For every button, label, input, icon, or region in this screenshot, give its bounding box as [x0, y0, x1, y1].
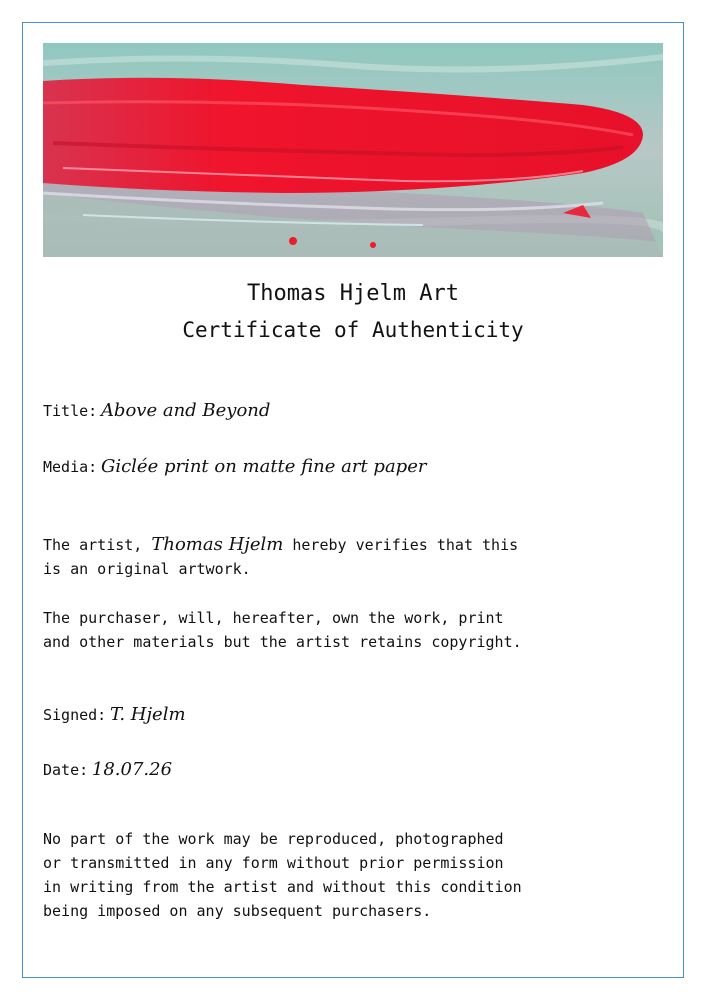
verification-paragraph: [43, 533, 518, 581]
verification-prefix: The artist,: [43, 536, 152, 554]
signed-field: [43, 704, 186, 725]
ownership-paragraph: The purchaser, will, hereafter, own the work, print and other materials but the artist retains copyright.: [43, 609, 522, 651]
media-field: [43, 456, 426, 477]
date-value: 18.07.26: [91, 759, 173, 780]
date-field: [43, 759, 172, 780]
artist-name: Thomas Hjelm: [151, 534, 284, 555]
signature: T. Hjelm: [109, 704, 186, 725]
media-value: Giclée print on matte fine art paper: [100, 456, 427, 477]
title-label: Title:: [43, 402, 98, 420]
artwork-image: [43, 43, 663, 257]
page-title: Thomas Hjelm Art: [247, 281, 459, 306]
copyright-notice: No part of the work may be reproduced, photographed or transmitted in any form without prior permission in writing from the artist and without this condition being imposed on any subsequent purchasers.: [43, 830, 522, 920]
verification-line2: is an original artwork.: [43, 560, 251, 578]
date-label: Date:: [43, 761, 89, 779]
title-field: [43, 400, 270, 421]
verification-suffix: hereby verifies that this: [283, 536, 519, 554]
page-subtitle: Certificate of Authenticity: [182, 318, 524, 342]
title-value: Above and Beyond: [100, 400, 271, 421]
signed-label: Signed:: [43, 706, 107, 724]
media-label: Media:: [43, 458, 98, 476]
